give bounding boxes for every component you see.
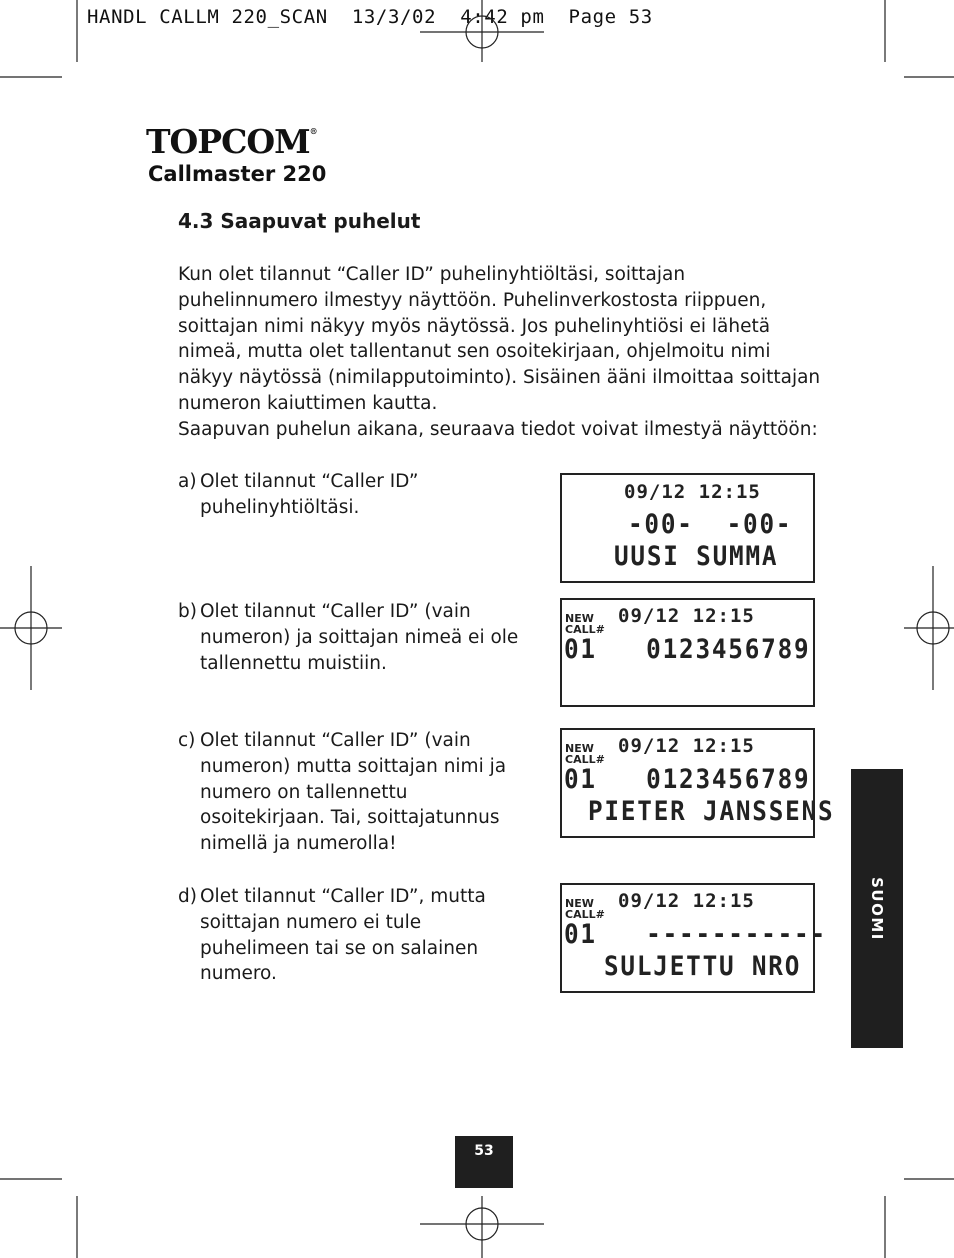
intro-paragraph: Kun olet tilannut “Caller ID” puhelinyhtiöltäsi, soittajan puhelinnumero ilmestyy näyttöön. Puhelinverkostosta riippuen, soittajan nimi näkyy myös näytössä. Jos puhelinyhtiösi ei lähetä nimeä, mutta olet tallentanut sen osoitekirjaan, ohjelmoitu nimi näkyy näytössä (nimilapputoiminto). Sisäinen ääni ilmoittaa soittajan numeron kaiuttimen kautta. <box>178 264 821 414</box>
lcd-date: 09/12 12:15 <box>624 481 761 503</box>
language-tab <box>851 769 903 1048</box>
lcd-display-c <box>560 728 835 838</box>
case-marker: b) <box>178 601 197 622</box>
intro-paragraph-2: Saapuvan puhelun aikana, seuraava tiedot voivat ilmestyä näyttöön: <box>178 419 818 440</box>
case-d <box>178 884 548 987</box>
lcd-new-tag: NEW <box>565 897 594 910</box>
lcd-date: 09/12 12:15 <box>618 890 755 912</box>
case-text: Olet tilannut “Caller ID” (vain numeron) ja soittajan nimeä ei ole tallennettu muistiin. <box>200 601 519 674</box>
case-marker: d) <box>178 886 197 907</box>
lcd-line-2: PIETER JANSSENS <box>588 796 835 827</box>
lcd-line-2: UUSI SUMMA <box>614 541 779 572</box>
case-c <box>178 728 548 857</box>
lcd-new-tag: NEW <box>565 742 594 755</box>
lcd-line-1: 01 0123456789 <box>564 634 811 665</box>
lcd-line-1: 01 ----------- <box>564 919 827 950</box>
lcd-display-b <box>560 598 815 707</box>
print-header: HANDL CALLM 220_SCAN 13/3/02 4:42 pm Page 53 <box>87 6 653 28</box>
case-text: Olet tilannut “Caller ID” puhelinyhtiöltäsi. <box>200 471 419 518</box>
lcd-line-2: SULJETTU NRO <box>604 951 802 982</box>
lcd-call-tag: CALL# <box>565 908 605 921</box>
case-marker: a) <box>178 471 197 492</box>
lcd-date: 09/12 12:15 <box>618 735 755 757</box>
case-text: Olet tilannut “Caller ID” (vain numeron) mutta soittajan nimi ja numero on tallennettu osoitekirjaan. Tai, soittajatunnus nimellä ja numerolla! <box>200 730 507 855</box>
section-title: 4.3 Saapuvat puhelut <box>178 209 421 233</box>
case-text: Olet tilannut “Caller ID”, mutta soittajan numero ei tule puhelimeen tai se on salainen numero. <box>200 886 486 985</box>
case-b <box>178 599 548 676</box>
topcom-logo: TOPCOM® <box>146 122 317 161</box>
case-marker: c) <box>178 730 196 751</box>
language-tab-label: SUOMI <box>868 877 886 941</box>
lcd-line-1: -00- -00- <box>628 509 793 540</box>
lcd-line-1: 01 0123456789 <box>564 764 811 795</box>
case-a <box>178 469 548 521</box>
lcd-display-d <box>560 883 827 993</box>
product-name: Callmaster 220 <box>148 162 327 186</box>
lcd-display-a <box>560 473 815 583</box>
page-number: 53 <box>455 1136 513 1188</box>
lcd-call-tag: CALL# <box>565 753 605 766</box>
lcd-date: 09/12 12:15 <box>618 605 755 627</box>
lcd-call-tag: CALL# <box>565 623 605 636</box>
lcd-new-tag: NEW <box>565 612 594 625</box>
